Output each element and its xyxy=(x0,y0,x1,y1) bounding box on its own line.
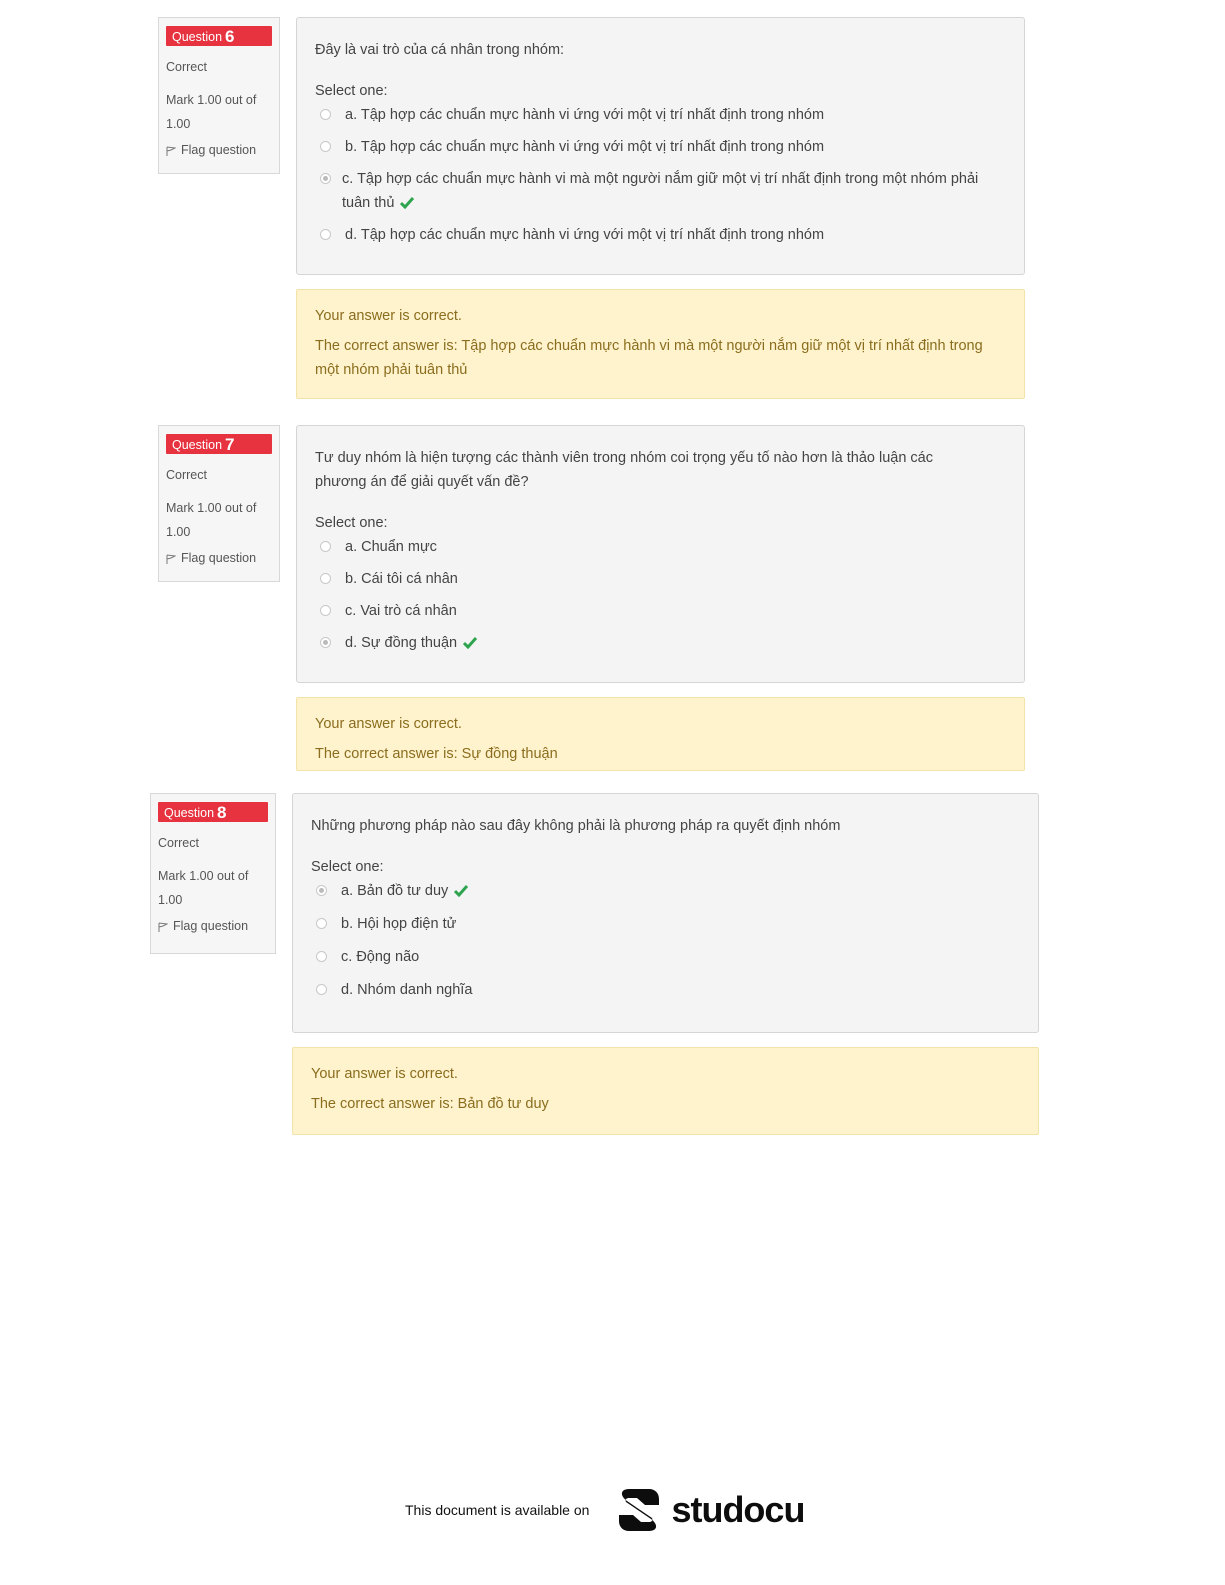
question-label: Question xyxy=(164,806,215,820)
radio-button[interactable] xyxy=(320,541,331,552)
question-number: 8 xyxy=(217,803,227,822)
radio-button[interactable] xyxy=(320,109,331,120)
check-icon xyxy=(463,637,477,649)
question-label: Question xyxy=(172,30,223,44)
answer-text: Sự đồng thuận xyxy=(361,635,458,651)
radio-button[interactable] xyxy=(316,984,327,995)
flag-question-link[interactable] xyxy=(166,142,272,157)
answer-text: Cái tôi cá nhân xyxy=(361,571,458,587)
check-icon xyxy=(400,197,414,209)
question-content xyxy=(292,793,1039,1033)
question-feedback xyxy=(292,1047,1039,1135)
feedback-correct-answer: The correct answer is: Tập hợp các chuẩn mực hành vi mà một người nắm giữ một vị trí nhất định trong một nhóm phải tuân thủ xyxy=(315,338,983,378)
radio-button-selected[interactable] xyxy=(320,173,331,184)
radio-button[interactable] xyxy=(316,918,327,929)
answer-text: Vai trò cá nhân xyxy=(360,603,457,619)
radio-button[interactable] xyxy=(316,951,327,962)
answer-text: Tập hợp các chuẩn mực hành vi ứng với một vị trí nhất định trong nhóm xyxy=(360,107,825,123)
radio-button-selected[interactable] xyxy=(316,885,327,896)
select-one-prompt: Select one: xyxy=(315,515,388,531)
answer-option-b[interactable]: b. Hội họp điện tử xyxy=(311,912,1020,936)
answer-option-a[interactable]: a. Chuẩn mực xyxy=(315,535,1006,559)
flag-question-label: Flag question xyxy=(173,918,249,933)
answer-option-a[interactable]: a. Bản đồ tư duy xyxy=(311,879,1020,903)
answer-option-c[interactable]: c. Vai trò cá nhân xyxy=(315,599,1006,623)
answer-text: Tập hợp các chuẩn mực hành vi ứng với một vị trí nhất định trong nhóm xyxy=(360,139,825,155)
answer-text: Nhóm danh nghĩa xyxy=(357,982,473,998)
question-info xyxy=(150,793,276,954)
question-label: Question xyxy=(172,438,223,452)
flag-icon xyxy=(166,146,176,157)
studocu-logo-icon xyxy=(615,1485,663,1535)
flag-question-label: Flag question xyxy=(181,142,257,157)
feedback-correct-answer: The correct answer is: Sự đồng thuận xyxy=(315,746,558,762)
question-badge xyxy=(166,434,272,454)
answer-list xyxy=(315,103,1006,247)
answer-option-b[interactable]: b. Cái tôi cá nhân xyxy=(315,567,1006,591)
question-mark: Mark 1.00 out of 1.00 xyxy=(166,501,257,539)
question-text: Những phương pháp nào sau đây không phải là phương pháp ra quyết định nhóm xyxy=(311,818,841,834)
feedback-correct-answer: The correct answer is: Bản đồ tư duy xyxy=(311,1096,549,1112)
question-feedback xyxy=(296,697,1025,771)
question-text: Tư duy nhóm là hiện tượng các thành viên trong nhóm coi trọng yếu tố nào hơn là thảo luận các phương án để giải quyết vấn đề? xyxy=(315,450,933,490)
feedback-status: Your answer is correct. xyxy=(315,716,462,732)
feedback-status: Your answer is correct. xyxy=(315,308,462,324)
question-mark: Mark 1.00 out of 1.00 xyxy=(158,869,249,907)
question-mark: Mark 1.00 out of 1.00 xyxy=(166,93,257,131)
answer-text: Chuẩn mực xyxy=(361,539,437,555)
question-info xyxy=(158,17,280,174)
question-content xyxy=(296,425,1025,683)
flag-question-label: Flag question xyxy=(181,550,257,565)
question-state: Correct xyxy=(166,468,207,482)
answer-option-c[interactable]: c. Tập hợp các chuẩn mực hành vi mà một người nắm giữ một vị trí nhất định trong một nhóm phải tuân thủ xyxy=(315,167,1006,215)
radio-button[interactable] xyxy=(320,141,331,152)
flag-icon xyxy=(158,922,168,933)
flag-icon xyxy=(166,554,176,565)
radio-button-selected[interactable] xyxy=(320,637,331,648)
question-badge xyxy=(158,802,268,822)
answer-option-a[interactable]: a. Tập hợp các chuẩn mực hành vi ứng với một vị trí nhất định trong nhóm xyxy=(315,103,1006,127)
question-number: 6 xyxy=(225,27,235,46)
check-icon xyxy=(454,885,468,897)
answer-list xyxy=(311,879,1020,1002)
radio-button[interactable] xyxy=(320,605,331,616)
studocu-footer xyxy=(405,1484,825,1536)
answer-option-d[interactable]: d. Nhóm danh nghĩa xyxy=(311,978,1020,1002)
flag-question-link[interactable] xyxy=(158,918,268,933)
feedback-status: Your answer is correct. xyxy=(311,1066,458,1082)
radio-button[interactable] xyxy=(320,229,331,240)
question-content xyxy=(296,17,1025,275)
answer-option-b[interactable]: b. Tập hợp các chuẩn mực hành vi ứng với một vị trí nhất định trong nhóm xyxy=(315,135,1006,159)
question-info xyxy=(158,425,280,582)
question-number: 7 xyxy=(225,435,235,454)
question-feedback xyxy=(296,289,1025,399)
question-state: Correct xyxy=(166,60,207,74)
answer-option-d[interactable]: d. Sự đồng thuận xyxy=(315,631,1006,655)
answer-text: Bản đồ tư duy xyxy=(357,883,449,899)
answer-text: Tập hợp các chuẩn mực hành vi mà một người nắm giữ một vị trí nhất định trong một nhóm phải tuân thủ xyxy=(342,171,979,211)
answer-option-c[interactable]: c. Động não xyxy=(311,945,1020,969)
answer-text: Tập hợp các chuẩn mực hành vi ứng với một vị trí nhất định trong nhóm xyxy=(360,227,825,243)
radio-button[interactable] xyxy=(320,573,331,584)
answer-text: Hội họp điện tử xyxy=(357,916,457,932)
select-one-prompt: Select one: xyxy=(311,859,384,875)
question-badge xyxy=(166,26,272,46)
answer-text: Động não xyxy=(356,949,420,965)
footer-text: This document is available on xyxy=(405,1502,590,1518)
studocu-logo-text[interactable]: studocu xyxy=(671,1489,805,1530)
answer-list xyxy=(315,535,1006,655)
select-one-prompt: Select one: xyxy=(315,83,388,99)
question-state: Correct xyxy=(158,836,199,850)
answer-option-d[interactable]: d. Tập hợp các chuẩn mực hành vi ứng với một vị trí nhất định trong nhóm xyxy=(315,223,1006,247)
flag-question-link[interactable] xyxy=(166,550,272,565)
question-text: Đây là vai trò của cá nhân trong nhóm: xyxy=(315,42,565,58)
